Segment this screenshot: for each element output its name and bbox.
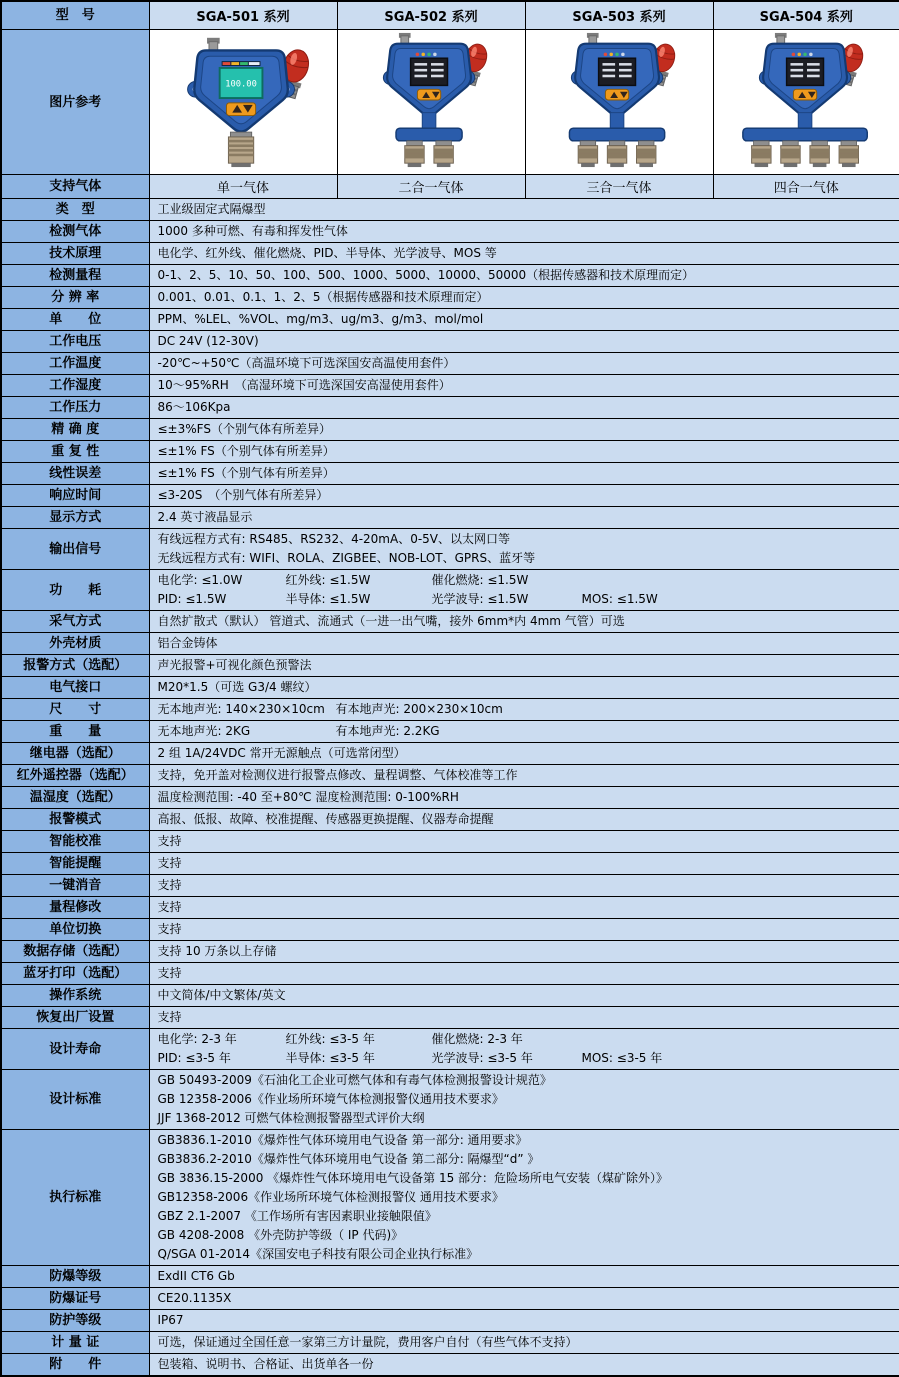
table-row <box>1 985 899 1007</box>
row-label: 精 确 度 <box>1 419 149 441</box>
table-row <box>1 963 899 985</box>
row-label: 量程修改 <box>1 897 149 919</box>
row-value: CE20.1135X <box>149 1288 899 1310</box>
row-label: 类 型 <box>1 199 149 221</box>
model-header: SGA-502 系列 <box>337 1 525 30</box>
row-value: 支持 <box>149 963 899 985</box>
row-label: 红外遥控器（选配） <box>1 765 149 787</box>
table-row <box>1 1310 899 1332</box>
table-row <box>1 265 899 287</box>
row-label: 工作电压 <box>1 331 149 353</box>
detector-screen <box>786 58 823 85</box>
detector-image-sga-504 <box>714 31 899 169</box>
sensor-barrel <box>839 141 858 167</box>
detector-image-cell <box>713 30 899 175</box>
row-value: GB3836.1-2010《爆炸性气体环境用电气设备 第一部分: 通用要求》 GB3836.2-2010《爆炸性气体环境用电气设备 第二部分: 隔爆型“d” 》 GB 3836.15-2000 《爆炸性气体环境用电气设备第 15 部分：危险场所电气安装（煤矿除外）》 GB12358-2006《作业场所环境气体检测报警仪 通用技术要求》 GBZ 2.1-2007 《工作场所有害因素职业接触限值》 GB 4208-2008 《外壳防护等级（ IP 代码)》 Q/SGA 01-2014《深国安电子科技有限公司企业执行标准》 <box>149 1130 899 1266</box>
detector-buttons <box>226 103 255 116</box>
row-value: GB 50493-2009《石油化工企业可燃气体和有毒气体检测报警设计规范》 GB 12358-2006《作业场所环境气体检测报警仪通用技术要求》 JJF 1368-2012 可燃气体检测报警器型式评价大纲 <box>149 1070 899 1130</box>
row-label: 响应时间 <box>1 485 149 507</box>
row-label: 工作湿度 <box>1 375 149 397</box>
row-value: 铝合金铸体 <box>149 633 899 655</box>
sensor-barrel <box>405 141 424 167</box>
row-label: 执行标准 <box>1 1130 149 1266</box>
row-value: 自然扩散式（默认） 管道式、流通式（一进一出气嘴，接外 6mm*内 4mm 气管）可选 <box>149 611 899 633</box>
table-row <box>1 941 899 963</box>
gas-type-cell: 四合一气体 <box>713 175 899 199</box>
table-row <box>1 1007 899 1029</box>
row-label: 设计标准 <box>1 1070 149 1130</box>
row-value: 中文简体/中文繁体/英文 <box>149 985 899 1007</box>
table-row <box>1 485 899 507</box>
row-value: 2.4 英寸液晶显示 <box>149 507 899 529</box>
row-value: 有线远程方式有: RS485、RS232、4-20mA、0-5V、以太网口等 无线远程方式有: WIFI、ROLA、ZIGBEE、NOB-LOT、GPRS、蓝牙等 <box>149 529 899 570</box>
row-label: 蓝牙打印（选配） <box>1 963 149 985</box>
svg-text:100.00: 100.00 <box>225 79 257 89</box>
table-row <box>1 375 899 397</box>
table-row <box>1 570 899 611</box>
row-label: 防爆证号 <box>1 1288 149 1310</box>
row-value: DC 24V (12-30V) <box>149 331 899 353</box>
table-row <box>1 287 899 309</box>
model-header: SGA-504 系列 <box>713 1 899 30</box>
table-row <box>1 699 899 721</box>
table-row <box>1 1266 899 1288</box>
table-row <box>1 721 899 743</box>
table-row <box>1 897 899 919</box>
table-row <box>1 221 899 243</box>
detector-image-cell <box>337 30 525 175</box>
row-value: 支持 <box>149 831 899 853</box>
gas-row <box>1 175 899 199</box>
row-label: 防爆等级 <box>1 1266 149 1288</box>
table-row <box>1 1029 899 1070</box>
sensor-barrel <box>578 141 597 167</box>
table-row <box>1 441 899 463</box>
row-value: 可选，保证通过全国任意一家第三方计量院，费用客户自付（有些气体不支持） <box>149 1332 899 1354</box>
row-label: 计 量 证 <box>1 1332 149 1354</box>
table-row <box>1 507 899 529</box>
row-label: 温湿度（选配） <box>1 787 149 809</box>
sensor-barrel <box>809 141 828 167</box>
row-label: 电气接口 <box>1 677 149 699</box>
table-row <box>1 1354 899 1377</box>
row-value: 0.001、0.01、0.1、1、2、5（根据传感器和技术原理而定） <box>149 287 899 309</box>
row-label: 分 辨 率 <box>1 287 149 309</box>
table-row <box>1 243 899 265</box>
row-value: 高报、低报、故障、校准提醒、传感器更换提醒、仪器寿命提醒 <box>149 809 899 831</box>
row-label: 尺 寸 <box>1 699 149 721</box>
row-value: ≤±1% FS（个别气体有所差异） <box>149 441 899 463</box>
spec-table-body <box>1 1 899 1376</box>
table-row <box>1 419 899 441</box>
row-value: 2 组 1A/24VDC 常开无源触点（可选常闭型） <box>149 743 899 765</box>
model-header: SGA-503 系列 <box>525 1 713 30</box>
table-row <box>1 787 899 809</box>
sensor-barrel <box>434 141 453 167</box>
row-value: 支持 10 万条以上存储 <box>149 941 899 963</box>
row-value: 支持 <box>149 853 899 875</box>
detector-image-cell <box>525 30 713 175</box>
table-row <box>1 633 899 655</box>
table-row <box>1 1288 899 1310</box>
detector-image-cell <box>149 30 337 175</box>
image-row <box>1 30 899 175</box>
row-value: ≤±1% FS（个别气体有所差异） <box>149 463 899 485</box>
table-row <box>1 875 899 897</box>
row-label: 继电器（选配） <box>1 743 149 765</box>
table-row <box>1 611 899 633</box>
row-label: 外壳材质 <box>1 633 149 655</box>
row-value: -20℃~+50℃（高温环境下可选深国安高温使用套件） <box>149 353 899 375</box>
table-row <box>1 529 899 570</box>
table-row <box>1 463 899 485</box>
row-value: IP67 <box>149 1310 899 1332</box>
sensor-barrel <box>751 141 770 167</box>
row-label: 检测量程 <box>1 265 149 287</box>
row-label: 显示方式 <box>1 507 149 529</box>
row-label: 输出信号 <box>1 529 149 570</box>
gas-type-cell: 三合一气体 <box>525 175 713 199</box>
detector-image-sga-502 <box>338 31 524 169</box>
row-label: 重 量 <box>1 721 149 743</box>
row-label: 防护等级 <box>1 1310 149 1332</box>
row-label: 图片参考 <box>1 30 149 175</box>
row-label: 智能校准 <box>1 831 149 853</box>
model-header-row <box>1 1 899 30</box>
row-label: 恢复出厂设置 <box>1 1007 149 1029</box>
table-row <box>1 919 899 941</box>
row-value: 支持 <box>149 1007 899 1029</box>
sensor-barrel <box>607 141 626 167</box>
table-row <box>1 331 899 353</box>
row-label: 功 耗 <box>1 570 149 611</box>
manifold <box>742 128 866 141</box>
row-label: 设计寿命 <box>1 1029 149 1070</box>
table-row <box>1 655 899 677</box>
table-row <box>1 199 899 221</box>
row-value: 声光报警+可视化颜色预警法 <box>149 655 899 677</box>
table-row <box>1 765 899 787</box>
table-row <box>1 1332 899 1354</box>
table-row <box>1 309 899 331</box>
row-label: 报警模式 <box>1 809 149 831</box>
detector-image-sga-501 <box>150 31 336 169</box>
table-row <box>1 1130 899 1266</box>
sensor-barrel <box>780 141 799 167</box>
manifold <box>396 128 462 141</box>
row-value: 支持 <box>149 919 899 941</box>
row-value: 工业级固定式隔爆型 <box>149 199 899 221</box>
detector-screen <box>599 58 636 85</box>
row-value: ≤3-20S （个别气体有所差异） <box>149 485 899 507</box>
row-label: 单位切换 <box>1 919 149 941</box>
row-value: 无本地声光: 140×230×10cm 有本地声光: 200×230×10cm <box>149 699 899 721</box>
table-row <box>1 1070 899 1130</box>
table-row <box>1 397 899 419</box>
row-value: 包装箱、说明书、合格证、出货单各一份 <box>149 1354 899 1377</box>
sensor-barrel <box>228 132 253 167</box>
row-value: ≤±3%FS（个别气体有所差异） <box>149 419 899 441</box>
row-label: 报警方式（选配） <box>1 655 149 677</box>
detector-image-sga-503 <box>526 31 712 169</box>
row-label: 附 件 <box>1 1354 149 1377</box>
row-label: 一键消音 <box>1 875 149 897</box>
row-label: 技术原理 <box>1 243 149 265</box>
row-value: 支持 <box>149 875 899 897</box>
row-label: 单 位 <box>1 309 149 331</box>
row-label: 检测气体 <box>1 221 149 243</box>
row-value: 支持，免开盖对检测仪进行报警点修改、量程调整、气体校准等工作 <box>149 765 899 787</box>
row-label: 操作系统 <box>1 985 149 1007</box>
row-value: 10～95%RH （高湿环境下可选深国安高湿使用套件） <box>149 375 899 397</box>
row-value: 电化学: 2-3 年 红外线: ≤3-5 年 催化燃烧: 2-3 年 PID: ≤3-5 年 半导体: ≤3-5 年 光学波导: ≤3-5 年 MOS: ≤3-5 年 <box>149 1029 899 1070</box>
row-value: 温度检测范围: -40 至+80℃ 湿度检测范围: 0-100%RH <box>149 787 899 809</box>
row-value: ExdII CT6 Gb <box>149 1266 899 1288</box>
table-row <box>1 831 899 853</box>
model-header: SGA-501 系列 <box>149 1 337 30</box>
row-value: 电化学、红外线、催化燃烧、PID、半导体、光学波导、MOS 等 <box>149 243 899 265</box>
row-label: 工作温度 <box>1 353 149 375</box>
row-value: 0-1、2、5、10、50、100、500、1000、5000、10000、50000（根据传感器和技术原理而定） <box>149 265 899 287</box>
row-label: 重 复 性 <box>1 441 149 463</box>
detector-screen <box>411 58 448 85</box>
sensor-barrel <box>636 141 655 167</box>
row-value: 86～106Kpa <box>149 397 899 419</box>
row-label: 智能提醒 <box>1 853 149 875</box>
row-label: 采气方式 <box>1 611 149 633</box>
gas-type-cell: 二合一气体 <box>337 175 525 199</box>
table-row <box>1 677 899 699</box>
row-label: 支持气体 <box>1 175 149 199</box>
table-row <box>1 353 899 375</box>
row-value: 1000 多种可燃、有毒和挥发性气体 <box>149 221 899 243</box>
row-value: 电化学: ≤1.0W 红外线: ≤1.5W 催化燃烧: ≤1.5W PID: ≤1.5W 半导体: ≤1.5W 光学波导: ≤1.5W MOS: ≤1.5W <box>149 570 899 611</box>
table-row <box>1 809 899 831</box>
row-value: 支持 <box>149 897 899 919</box>
gas-type-cell: 单一气体 <box>149 175 337 199</box>
table-row <box>1 743 899 765</box>
row-value: M20*1.5（可选 G3/4 螺纹） <box>149 677 899 699</box>
table-row <box>1 853 899 875</box>
row-value: PPM、%LEL、%VOL、mg/m3、ug/m3、g/m3、mol/mol <box>149 309 899 331</box>
row-label: 线性误差 <box>1 463 149 485</box>
row-label: 数据存储（选配） <box>1 941 149 963</box>
row-label: 工作压力 <box>1 397 149 419</box>
row-value: 无本地声光: 2KG 有本地声光: 2.2KG <box>149 721 899 743</box>
row-label: 型 号 <box>1 1 149 30</box>
manifold <box>569 128 664 141</box>
